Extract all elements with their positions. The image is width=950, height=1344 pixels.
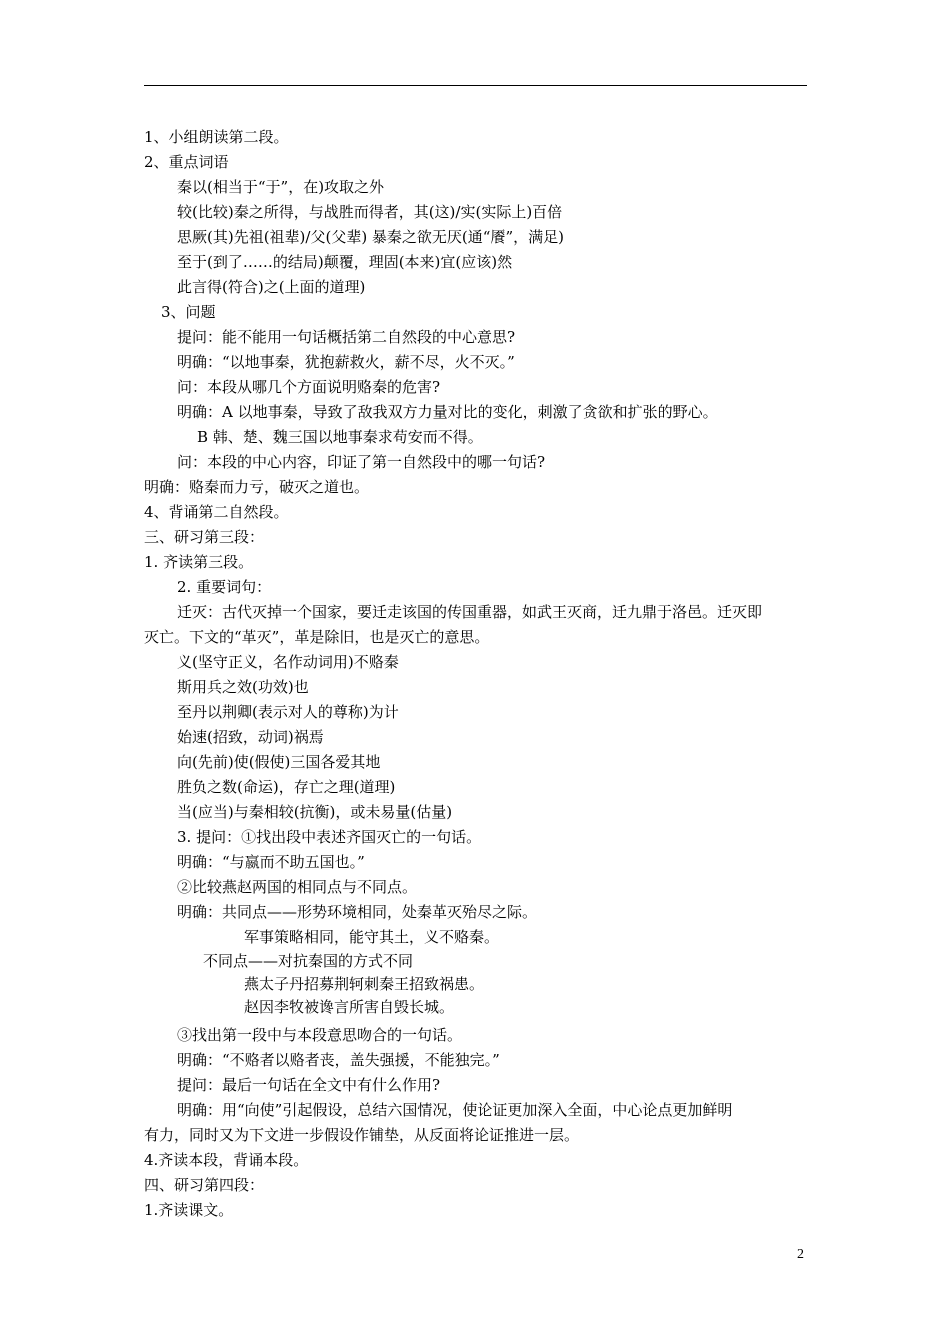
text-line: 军事策略相同，能守其土，义不赂秦。 [244,928,500,946]
text-line: 斯用兵之效(功效)也 [177,678,309,696]
text-line: 4.齐读本段，背诵本段。 [144,1151,309,1169]
text-line: 3. 提问：①找出段中表述齐国灭亡的一句话。 [177,828,482,846]
text-line: 灭亡。下文的“革灭”，革是除旧，也是灭亡的意思。 [144,628,490,646]
text-line: 当(应当)与秦相较(抗衡)，或未易量(估量) [177,803,453,821]
text-line: 较(比较)秦之所得，与战胜而得者，其(这)/实(实际上)百倍 [177,203,563,221]
text-line: 明确：“不赂者以赂者丧，盖失强援，不能独完。” [177,1051,500,1069]
text-line: 2、重点词语 [144,153,229,171]
text-line: B 韩、楚、魏三国以地事秦求苟安而不得。 [197,428,483,446]
text-line: 1、小组朗读第二段。 [144,128,289,146]
text-line: 1.齐读课文。 [144,1201,234,1219]
text-line: 提问：最后一句话在全文中有什么作用? [177,1076,441,1094]
text-line: 4、背诵第二自然段。 [144,503,289,521]
page-number: 2 [797,1247,804,1262]
text-line: ②比较燕赵两国的相同点与不同点。 [177,878,418,896]
header-rule [144,85,807,86]
text-line: 问：本段的中心内容，印证了第一自然段中的哪一句话? [177,453,546,471]
text-line: 明确：“与嬴而不助五国也。” [177,853,365,871]
text-line: 问：本段从哪几个方面说明赂秦的危害? [177,378,441,396]
text-line: 2. 重要词句： [177,578,272,596]
text-line: 义(坚守正义，名作动词用)不赂秦 [177,653,399,671]
text-line: 此言得(符合)之(上面的道理) [177,278,366,296]
text-line: 明确：赂秦而力亏，破灭之道也。 [144,478,370,496]
text-line: 不同点——对抗秦国的方式不同 [203,952,414,970]
text-line: 明确：“以地事秦，犹抱薪救火，薪不尽，火不灭。” [177,353,515,371]
text-line: 明确：共同点——形势环境相同，处秦革灭殆尽之际。 [177,903,538,921]
text-line: 四、研习第四段： [144,1176,265,1194]
text-line: 向(先前)使(假使)三国各爱其地 [177,753,381,771]
text-line: 至丹以荆卿(表示对人的尊称)为计 [177,703,399,721]
text-line: 至于(到了……的结局)颠覆，理固(本来)宜(应该)然 [177,253,513,271]
text-line: 明确：A 以地事秦，导致了敌我双方力量对比的变化，刺激了贪欲和扩张的野心。 [177,403,718,421]
text-line: 胜负之数(命运)，存亡之理(道理) [177,778,396,796]
text-line: 燕太子丹招募荆轲刺秦王招致祸患。 [244,975,485,993]
text-line: ③找出第一段中与本段意思吻合的一句话。 [177,1026,463,1044]
text-line: 三、研习第三段： [144,528,265,546]
text-line: 迁灭：古代灭掉一个国家，要迁走该国的传国重器，如武王灭商，迁九鼎于洛邑。迁灭即 [177,603,763,621]
text-line: 秦以(相当于“于”，在)攻取之外 [177,178,385,196]
text-line: 有力，同时又为下文进一步假设作铺垫，从反面将论证推进一层。 [144,1126,580,1144]
text-line: 始速(招致，动词)祸焉 [177,728,324,746]
text-line: 1. 齐读第三段。 [144,553,254,571]
text-line: 3、问题 [161,303,216,321]
text-line: 提问：能不能用一句话概括第二自然段的中心意思? [177,328,516,346]
text-line: 明确：用“向使”引起假设，总结六国情况，使论证更加深入全面，中心论点更加鲜明 [177,1101,733,1119]
text-line: 思厥(其)先祖(祖辈)/父(父辈) 暴秦之欲无厌(通“餍”，满足) [177,228,564,246]
text-line: 赵因李牧被谗言所害自毁长城。 [244,998,455,1016]
